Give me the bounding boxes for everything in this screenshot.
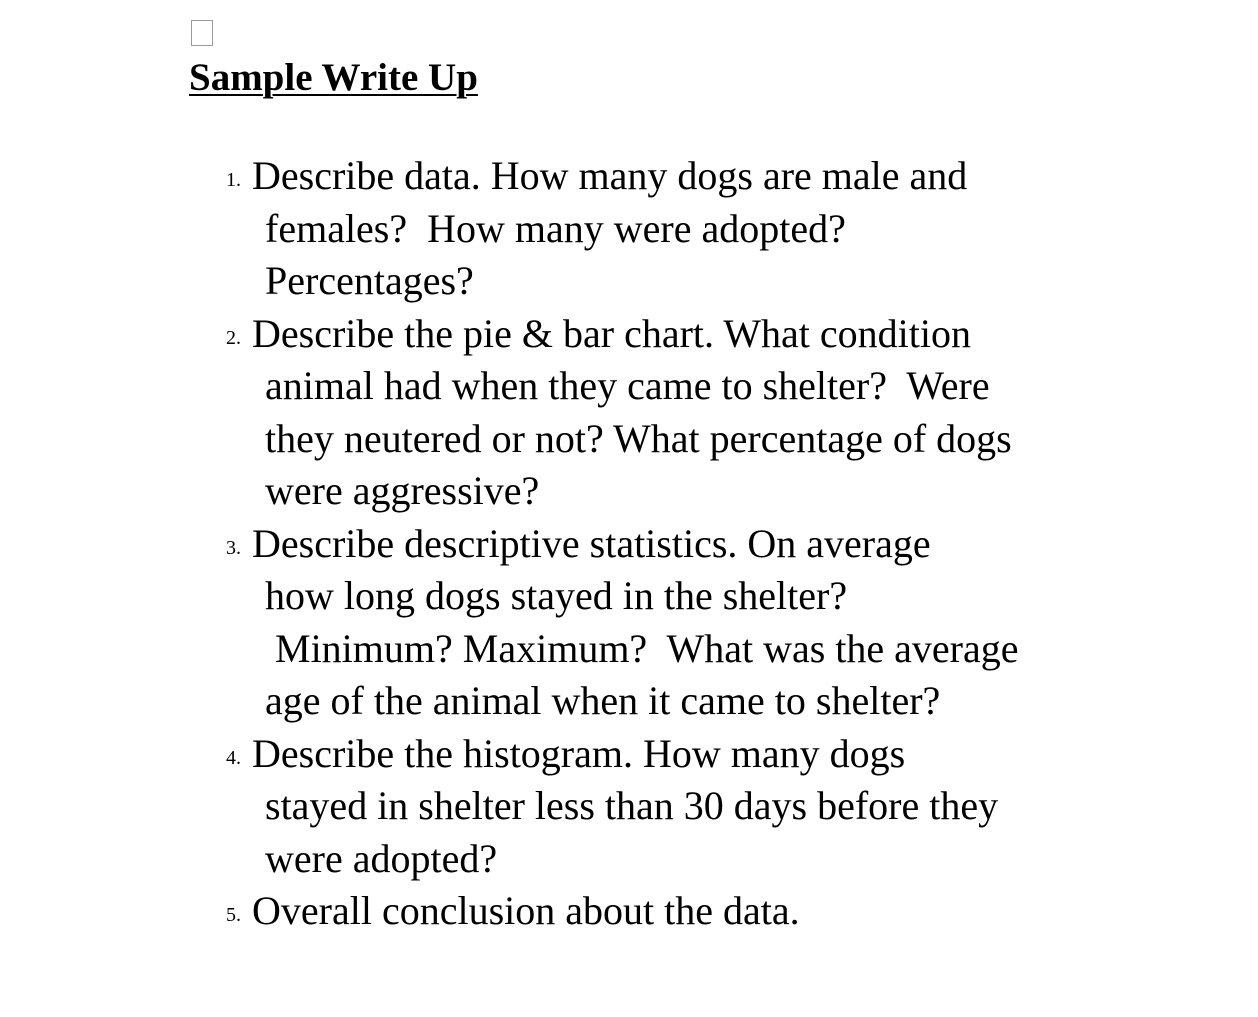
list-item: [226, 728, 1126, 886]
list-item-line: Percentages?: [265, 258, 474, 303]
list-item-line: they neutered or not? What percentage of dogs: [265, 415, 1012, 461]
page-title: Sample Write Up: [189, 56, 478, 99]
list-item-line: how long dogs stayed in the shelter?: [265, 573, 848, 618]
list-item: [226, 308, 1126, 518]
list-item-line: Describe data. How many dogs are male and: [252, 153, 968, 198]
list-item-line: females? How many were adopted?: [265, 205, 846, 251]
list-item-line: Describe descriptive statistics. On average: [252, 520, 931, 566]
list-item-number: 5.: [226, 904, 241, 926]
list-item-line: Describe the histogram. How many dogs: [252, 730, 906, 776]
missing-glyph-icon: [191, 20, 213, 46]
list-item-line: age of the animal when it came to shelter?: [265, 678, 941, 723]
list-item-line: were aggressive?: [265, 468, 540, 513]
list-item-line: animal had when they came to shelter? Were: [265, 363, 990, 408]
list-item-number: 2.: [226, 326, 241, 349]
list-item: [226, 150, 1126, 308]
list-item-number: 4.: [226, 746, 241, 769]
question-list: [226, 150, 1126, 938]
list-item-line: Overall conclusion about the data.: [252, 888, 800, 933]
list-item-line: were adopted?: [265, 835, 498, 881]
list-item: [226, 885, 1126, 938]
list-item-line: Minimum? Maximum? What was the average: [265, 625, 1019, 671]
list-item-line: stayed in shelter less than 30 days before they: [265, 783, 999, 828]
list-item-number: 3.: [226, 536, 241, 559]
list-item-line: Describe the pie & bar chart. What condition: [252, 310, 972, 356]
list-item: [226, 518, 1126, 728]
list-item-number: 1.: [226, 169, 241, 191]
